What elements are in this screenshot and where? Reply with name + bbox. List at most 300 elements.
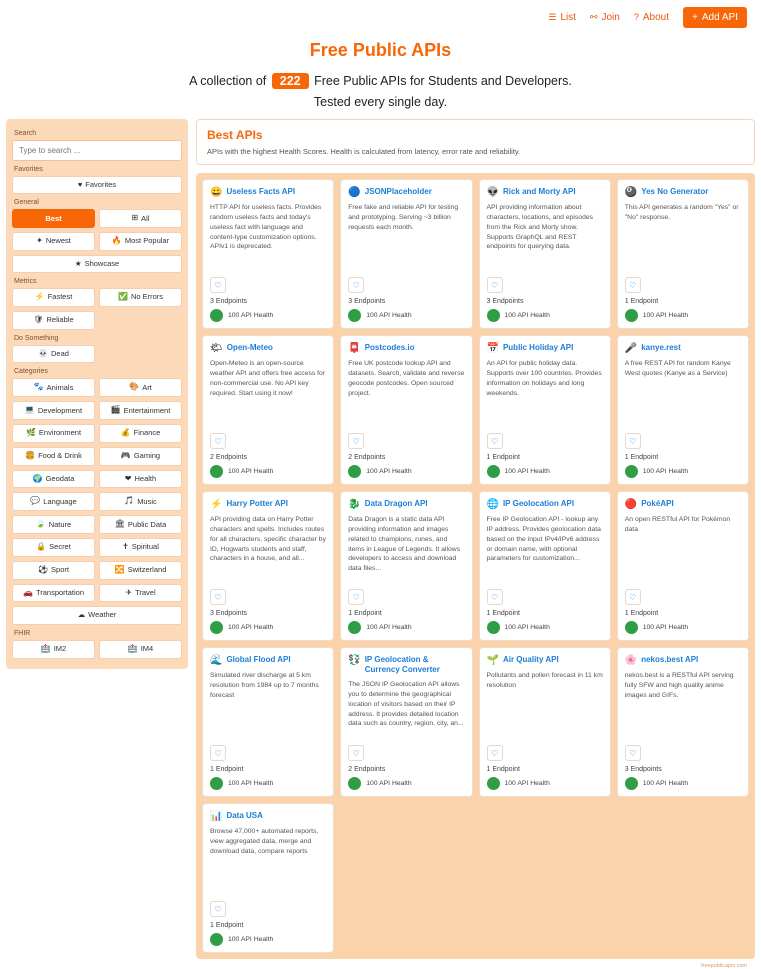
api-endpoint-count: 1 Endpoint	[210, 922, 244, 929]
check-icon: ✅	[117, 292, 128, 302]
bank-icon: 🏛	[114, 519, 125, 529]
api-card[interactable]	[340, 179, 472, 329]
api-card-title[interactable]: Data Dragon API	[364, 499, 428, 508]
api-card-header	[348, 187, 464, 198]
api-health-row	[487, 309, 603, 322]
api-card-description: Free fake and reliable API for testing and prototyping. Serving ~3 billion requests each month.	[348, 204, 459, 231]
leaf-icon: 🌿	[25, 428, 36, 438]
api-card-header	[348, 499, 464, 510]
sidebar-chip-food-drink[interactable]	[12, 447, 95, 466]
sidebar-chip-reliable[interactable]	[12, 311, 95, 330]
health-indicator-icon	[625, 465, 638, 478]
nav-link-list-label: List	[560, 11, 576, 23]
api-card-title[interactable]: Harry Potter API	[226, 499, 288, 508]
api-health-label: 100 API Health	[642, 468, 689, 475]
api-health-label: 100 API Health	[228, 624, 274, 631]
api-card[interactable]	[479, 179, 611, 329]
sidebar-categories-label: Categories	[14, 368, 48, 376]
api-health-label: 100 API Health	[642, 312, 689, 319]
api-card-header	[625, 187, 741, 198]
api-icon: 🌱	[486, 655, 499, 666]
sidebar-chip-newest-label: Newest	[45, 236, 71, 246]
api-card[interactable]	[340, 335, 472, 485]
api-card-header	[210, 343, 326, 354]
api-card[interactable]	[202, 335, 334, 485]
sidebar-chip-spiritual[interactable]	[99, 538, 182, 557]
sidebar-chip-food-drink-label: Food & Drink	[38, 451, 82, 461]
api-card-header	[487, 655, 603, 666]
api-card-header	[210, 655, 326, 666]
sidebar-chip-best-label: Best	[45, 213, 62, 223]
sidebar-metrics-group	[12, 288, 182, 330]
nav-link-about-label: About	[642, 11, 670, 23]
api-endpoint-count: 2 Endpoints	[348, 454, 386, 461]
favorite-button[interactable]: ♡	[210, 277, 226, 293]
api-health-label: 100 API Health	[504, 312, 550, 319]
sidebar-chip-public-data-label: Public Data	[127, 519, 167, 529]
api-card-title[interactable]: PokéAPI	[641, 499, 674, 508]
sidebar-chip-animals-label: Animals	[46, 382, 74, 392]
sidebar-chip-entertainment-label: Entertainment	[123, 405, 171, 415]
api-card-description: A free REST API for random Kanye West quotes (Kanye as a Service)	[624, 360, 731, 377]
api-health-row	[487, 465, 603, 478]
api-card-description: This API generates a random "Yes" or "No" response.	[624, 204, 739, 221]
api-health-label: 100 API Health	[366, 312, 412, 319]
gamepad-icon: 🎮	[120, 450, 131, 460]
api-card-title[interactable]: IP Geolocation API	[502, 499, 575, 508]
hero-tagline: Tested every single day.	[313, 95, 448, 109]
api-card[interactable]	[479, 647, 611, 797]
api-card[interactable]	[202, 803, 334, 953]
api-endpoint-count: 2 Endpoints	[348, 766, 386, 773]
nav-link-list[interactable]	[548, 12, 576, 23]
health-indicator-icon	[348, 777, 361, 790]
api-card-title[interactable]: Air Quality API	[502, 655, 559, 664]
sidebar-search-label: Search	[14, 130, 37, 137]
api-card-grid	[202, 179, 749, 953]
api-card[interactable]	[617, 647, 749, 797]
api-health-row	[487, 621, 603, 634]
health-indicator-icon	[487, 777, 500, 790]
api-card-description: An open RESTful API for Pokémon data	[624, 516, 731, 533]
api-health-label: 100 API Health	[228, 936, 274, 943]
sidebar-chip-im4[interactable]	[99, 640, 182, 659]
api-card[interactable]	[202, 647, 334, 797]
sidebar-chip-music[interactable]	[99, 492, 182, 511]
api-card-header	[210, 499, 326, 510]
api-icon: 🐉	[348, 499, 361, 510]
sidebar-chip-sport-label: Sport	[51, 565, 69, 575]
api-health-row	[210, 465, 326, 478]
api-endpoint-count: 3 Endpoints	[486, 298, 524, 305]
sidebar-chip-favorites-label: Favorites	[85, 180, 117, 189]
health-indicator-icon	[487, 309, 500, 322]
api-card-title[interactable]: JSONPlaceholder	[364, 187, 432, 196]
sidebar-general-group	[12, 209, 182, 251]
sidebar-chip-art[interactable]	[99, 378, 182, 397]
globe-icon: 🌍	[32, 473, 43, 483]
api-endpoint-count: 1 Endpoint	[624, 298, 659, 305]
sidebar-chip-reliable-label: Reliable	[46, 315, 74, 325]
favorite-button[interactable]: ♡	[348, 433, 364, 449]
api-health-label: 100 API Health	[228, 468, 274, 475]
sidebar-chip-spiritual-label: Spiritual	[131, 542, 159, 552]
sidebar-chip-dead-label: Dead	[51, 348, 69, 358]
api-card-description: API providing data on Harry Potter characters and spells. Includes routes for all characters, specific character by ID, Hogwarts students and staff, characters in a house, and all...	[210, 516, 326, 563]
palette-icon: 🎨	[129, 382, 140, 392]
api-cards-area	[196, 173, 755, 959]
sidebar-chip-finance[interactable]	[99, 424, 182, 443]
sidebar-chip-fastest[interactable]	[12, 288, 95, 307]
sidebar-chip-health[interactable]	[99, 470, 182, 489]
sidebar-chip-development[interactable]	[12, 401, 95, 420]
sidebar-chip-travel-label: Travel	[135, 587, 156, 597]
health-indicator-icon	[348, 621, 361, 634]
api-card[interactable]	[340, 491, 472, 641]
hospital-icon: 🏥	[40, 643, 51, 653]
nav-link-join-label: Join	[601, 11, 620, 23]
favorite-button[interactable]: ♡	[210, 433, 226, 449]
api-card-header	[348, 655, 464, 675]
api-health-label: 100 API Health	[366, 468, 412, 475]
sidebar-chip-sport[interactable]	[12, 561, 95, 580]
hospital-icon: 🏥	[127, 643, 138, 653]
hero-subtitle-prefix: A collection of	[189, 74, 267, 88]
api-card-title[interactable]: Useless Facts API	[226, 187, 296, 196]
lock-icon: 🔒	[36, 542, 47, 552]
api-card-description: Free IP Geolocation API - lookup any IP address. Provides geolocation data based on the input IPv4/IPv6 address or domain name, with optional parameters for customization...	[486, 516, 601, 563]
api-endpoint-count: 1 Endpoint	[210, 766, 244, 773]
sidebar-chip-transportation-label: Transportation	[35, 587, 85, 597]
sidebar-do-something-group	[12, 345, 182, 364]
favorite-button[interactable]: ♡	[210, 745, 226, 761]
api-card[interactable]	[202, 179, 334, 329]
favorite-button[interactable]: ♡	[625, 277, 641, 293]
sidebar-chip-weather-label: Weather	[88, 610, 117, 620]
sidebar-chip-all-label: All	[141, 213, 150, 223]
health-indicator-icon	[210, 621, 223, 634]
api-card-title[interactable]: nekos.best API	[641, 655, 699, 664]
favorite-button[interactable]: ♡	[348, 277, 364, 293]
api-card-description: Simulated river discharge at 5 km resolution from 1984 up to 7 months forecast	[210, 672, 319, 699]
api-health-row	[625, 309, 741, 322]
sidebar	[6, 119, 188, 669]
api-card[interactable]	[479, 491, 611, 641]
join-icon: ⚯	[589, 11, 598, 22]
cross-icon: ✝	[122, 542, 129, 552]
list-icon: ☰	[548, 11, 557, 22]
top-navigation	[0, 0, 761, 34]
cloud-icon: ☁	[77, 610, 86, 620]
sidebar-chip-language[interactable]	[12, 492, 95, 511]
heart-health-icon: ❤	[124, 473, 132, 483]
api-health-label: 100 API Health	[642, 624, 689, 631]
api-icon: 👽	[486, 187, 499, 198]
api-card-title[interactable]: kanye.rest	[641, 343, 681, 352]
sidebar-chip-newest[interactable]	[12, 232, 95, 251]
api-health-row	[487, 777, 603, 790]
sidebar-chip-showcase-label: Showcase	[84, 258, 120, 268]
sidebar-chip-transportation[interactable]	[12, 584, 95, 603]
api-icon: 📊	[210, 811, 223, 822]
api-health-row	[210, 309, 326, 322]
sidebar-chip-im2-label: IM2	[53, 643, 67, 653]
api-icon: 🌊	[210, 655, 223, 666]
sidebar-chip-no-errors-label: No Errors	[130, 292, 164, 302]
sidebar-chip-im2[interactable]	[12, 640, 95, 659]
footer-text: freepublicapis.com	[701, 963, 747, 969]
sidebar-chip-geodata[interactable]	[12, 470, 95, 489]
money-icon: 💰	[120, 428, 131, 438]
sidebar-general-label: General	[14, 199, 39, 207]
health-indicator-icon	[625, 777, 638, 790]
api-count-badge: 222	[272, 73, 309, 89]
api-health-label: 100 API Health	[366, 780, 412, 787]
api-card-title[interactable]: IP Geolocation & Currency Converter	[364, 655, 440, 674]
api-card[interactable]	[617, 179, 749, 329]
sidebar-chip-favorites[interactable]	[12, 176, 182, 194]
hero-subtitle	[0, 73, 761, 89]
hero-subtitle-suffix: Free Public APIs for Students and Developers.	[314, 74, 572, 88]
sidebar-chip-all[interactable]	[99, 209, 182, 228]
api-endpoint-count: 1 Endpoint	[624, 454, 659, 461]
api-card-description: Data Dragon is a static data API providing information and images related to champions, runes, and items in League of Legends. It allows developers to access and download data files...	[348, 516, 461, 573]
api-endpoint-count: 1 Endpoint	[624, 610, 659, 617]
bolt-icon: ⚡	[34, 292, 45, 302]
api-card-title[interactable]: Yes No Generator	[641, 187, 709, 196]
laptop-icon: 💻	[24, 405, 35, 415]
sidebar-chip-finance-label: Finance	[133, 428, 161, 438]
api-icon: 🌸	[624, 655, 638, 666]
sidebar-chip-secret-label: Secret	[49, 542, 71, 552]
sidebar-chip-gaming-label: Gaming	[133, 451, 161, 461]
sidebar-chip-weather[interactable]	[12, 606, 182, 624]
api-health-row	[348, 777, 464, 790]
api-card-title[interactable]: Postcodes.io	[364, 343, 415, 352]
sidebar-chip-nature[interactable]	[12, 515, 95, 534]
sidebar-chip-im4-label: IM4	[140, 643, 154, 653]
burger-icon: 🍔	[25, 450, 36, 460]
sidebar-chip-entertainment[interactable]	[99, 401, 182, 420]
music-note-icon: 🎵	[124, 496, 135, 506]
api-health-row	[210, 777, 326, 790]
shield-icon: 🛡	[33, 314, 44, 324]
sidebar-chip-switzerland[interactable]	[99, 561, 182, 580]
api-health-row	[348, 309, 464, 322]
api-health-label: 100 API Health	[228, 780, 274, 787]
sidebar-chip-environment-label: Environment	[38, 428, 82, 438]
api-card-header	[348, 343, 464, 354]
api-icon: 🔴	[624, 499, 638, 510]
main-content	[196, 119, 755, 969]
nav-link-about[interactable]	[634, 12, 669, 23]
sidebar-fhir-group	[12, 640, 182, 659]
api-icon: 🌤	[210, 343, 223, 354]
favorite-button[interactable]: ♡	[487, 745, 503, 761]
api-icon: ⚡	[210, 499, 223, 510]
api-card-description: The JSON IP Geolocation API allows you to determine the geographical location of visitors based on their IP address. It provides detailed location data such as country, region, city, an...	[348, 681, 464, 728]
fire-icon: 🔥	[111, 236, 122, 246]
sidebar-chip-switzerland-label: Switzerland	[127, 565, 167, 575]
sidebar-chip-geodata-label: Geodata	[45, 473, 75, 483]
api-card-description: API providing information about characters, locations, and episodes from the Rick and Morty show. Supports GraphQL and REST endpoints for querying data.	[486, 204, 594, 251]
api-card-header	[210, 811, 326, 822]
api-card[interactable]	[479, 335, 611, 485]
api-icon: 💱	[348, 655, 361, 666]
health-indicator-icon	[348, 309, 361, 322]
api-card-description: Browse 47,000+ automated reports, view aggregated data, merge and download data, compare reports	[210, 828, 319, 855]
sparkle-icon: ✦	[36, 236, 43, 246]
sidebar-favorites-label: Favorites	[14, 166, 43, 173]
plane-icon: ✈	[125, 587, 133, 597]
api-health-row	[348, 621, 464, 634]
api-card-title[interactable]: Public Holiday API	[502, 343, 574, 352]
heart-icon: ♥	[77, 180, 83, 189]
best-apis-panel	[196, 119, 755, 165]
sidebar-do-something-label: Do Something	[14, 334, 59, 342]
api-health-row	[210, 621, 326, 634]
sidebar-chip-public-data[interactable]	[99, 515, 182, 534]
api-health-row	[625, 777, 741, 790]
sidebar-chip-dead[interactable]	[12, 345, 95, 364]
sidebar-chip-showcase[interactable]	[12, 255, 182, 273]
api-icon: 🎱	[624, 187, 638, 198]
api-health-label: 100 API Health	[504, 468, 550, 475]
api-icon: 😀	[210, 187, 223, 198]
api-card-title[interactable]: Data USA	[226, 811, 263, 820]
favorite-button[interactable]: ♡	[348, 589, 364, 605]
api-health-label: 100 API Health	[228, 312, 274, 319]
search-input[interactable]	[12, 140, 182, 161]
sidebar-chip-best[interactable]	[12, 209, 95, 228]
sidebar-chip-health-label: Health	[134, 473, 157, 483]
nav-link-join[interactable]	[590, 12, 620, 23]
sidebar-chip-gaming[interactable]	[99, 447, 182, 466]
sidebar-chip-most-popular-label: Most Popular	[124, 236, 170, 246]
api-card-description: nekos.best is a RESTful API serving fully SFW and high quality anime images and GIFs.	[624, 672, 734, 699]
api-endpoint-count: 1 Endpoint	[486, 610, 520, 617]
api-endpoint-count: 3 Endpoints	[624, 766, 662, 773]
skull-icon: 💀	[38, 348, 49, 358]
swiss-icon: 🔀	[114, 564, 125, 574]
nature-leaf-icon: 🍃	[35, 519, 46, 529]
api-icon: 🔵	[348, 187, 361, 198]
api-health-row	[625, 621, 741, 634]
health-indicator-icon	[210, 777, 223, 790]
best-apis-description: APIs with the highest Health Scores. Health is calculated from latency, error rate and reliability.	[207, 147, 521, 156]
about-icon: ?	[633, 11, 639, 22]
api-card-description: An API for public holiday data. Supports over 100 countries. Provides information on holidays and long weekends.	[486, 360, 602, 397]
favorite-button[interactable]: ♡	[348, 745, 364, 761]
api-card-title[interactable]: Rick and Morty API	[502, 187, 576, 196]
plus-icon: +	[692, 11, 698, 23]
sidebar-chip-travel[interactable]	[99, 584, 182, 603]
api-card[interactable]	[340, 647, 472, 797]
favorite-button[interactable]: ♡	[210, 901, 226, 917]
page-title: Free Public APIs	[309, 40, 452, 60]
api-endpoint-count: 3 Endpoints	[210, 298, 247, 305]
sidebar-chip-animals[interactable]	[12, 378, 95, 397]
api-endpoint-count: 1 Endpoint	[486, 454, 520, 461]
content-wrapper	[0, 119, 761, 969]
api-card[interactable]	[617, 335, 749, 485]
hero-section	[0, 34, 761, 119]
clapper-icon: 🎬	[110, 405, 121, 415]
api-icon: 📅	[486, 343, 499, 354]
api-endpoint-count: 3 Endpoints	[348, 298, 386, 305]
api-card-title[interactable]: Open-Meteo	[226, 343, 273, 352]
api-card-header	[625, 343, 741, 354]
sidebar-chip-nature-label: Nature	[48, 519, 72, 529]
star-icon: ★	[74, 258, 82, 268]
api-card-header	[625, 655, 741, 666]
api-health-label: 100 API Health	[504, 624, 550, 631]
health-indicator-icon	[210, 465, 223, 478]
health-indicator-icon	[210, 309, 223, 322]
sidebar-chip-most-popular[interactable]	[99, 232, 182, 251]
best-apis-title: Best APIs	[207, 128, 263, 142]
add-api-label: Add API	[701, 11, 738, 23]
api-card-description: HTTP API for useless facts. Provides random useless facts and today's useless fact with language and content-type customization options. APIv1 is deprecated.	[210, 204, 322, 251]
favorite-button[interactable]: ♡	[625, 589, 641, 605]
health-indicator-icon	[625, 621, 638, 634]
api-icon: 🎤	[624, 343, 638, 354]
paw-icon: 🐾	[33, 382, 44, 392]
api-health-row	[348, 465, 464, 478]
api-icon: 🌐	[486, 499, 499, 510]
health-indicator-icon	[487, 465, 500, 478]
api-card-header	[625, 499, 741, 510]
favorite-button[interactable]: ♡	[625, 433, 641, 449]
api-health-row	[625, 465, 741, 478]
health-indicator-icon	[487, 621, 500, 634]
sidebar-chip-music-label: Music	[137, 496, 157, 506]
api-health-label: 100 API Health	[642, 780, 689, 787]
api-card-header	[487, 187, 603, 198]
grid-icon: ⊞	[131, 213, 139, 223]
favorite-button[interactable]: ♡	[210, 589, 226, 605]
api-endpoint-count: 3 Endpoints	[210, 610, 247, 617]
sidebar-chip-fastest-label: Fastest	[47, 292, 73, 302]
sidebar-chip-no-errors[interactable]	[99, 288, 182, 307]
sidebar-categories-group	[12, 378, 182, 602]
ball-icon: ⚽	[38, 564, 49, 574]
add-api-button[interactable]	[683, 7, 747, 28]
api-card-description: Free UK postcode lookup API and datasets. Search, validate and reverse geocode postcodes. Open sourced project.	[348, 360, 465, 397]
sidebar-chip-development-label: Development	[37, 405, 83, 415]
api-endpoint-count: 1 Endpoint	[486, 766, 520, 773]
api-card-description: Open-Meteo is an open-source weather API and offers free access for non-commercial use. No API key required. Start using it now!	[210, 360, 326, 397]
api-card-title[interactable]: Global Flood API	[226, 655, 291, 664]
api-card-header	[210, 187, 326, 198]
sidebar-metrics-label: Metrics	[14, 278, 37, 286]
sidebar-chip-environment[interactable]	[12, 424, 95, 443]
api-icon: 📮	[348, 343, 361, 354]
favorite-button[interactable]: ♡	[487, 277, 503, 293]
sidebar-chip-secret[interactable]	[12, 538, 95, 557]
api-endpoint-count: 1 Endpoint	[348, 610, 382, 617]
health-indicator-icon	[348, 465, 361, 478]
api-card-header	[487, 343, 603, 354]
api-card-description: Pollutants and pollen forecast in 11 km resolution	[486, 672, 603, 689]
api-card[interactable]	[202, 491, 334, 641]
health-indicator-icon	[625, 309, 638, 322]
favorite-button[interactable]: ♡	[487, 589, 503, 605]
api-card[interactable]	[617, 491, 749, 641]
favorite-button[interactable]: ♡	[625, 745, 641, 761]
api-endpoint-count: 2 Endpoints	[210, 454, 247, 461]
favorite-button[interactable]: ♡	[487, 433, 503, 449]
